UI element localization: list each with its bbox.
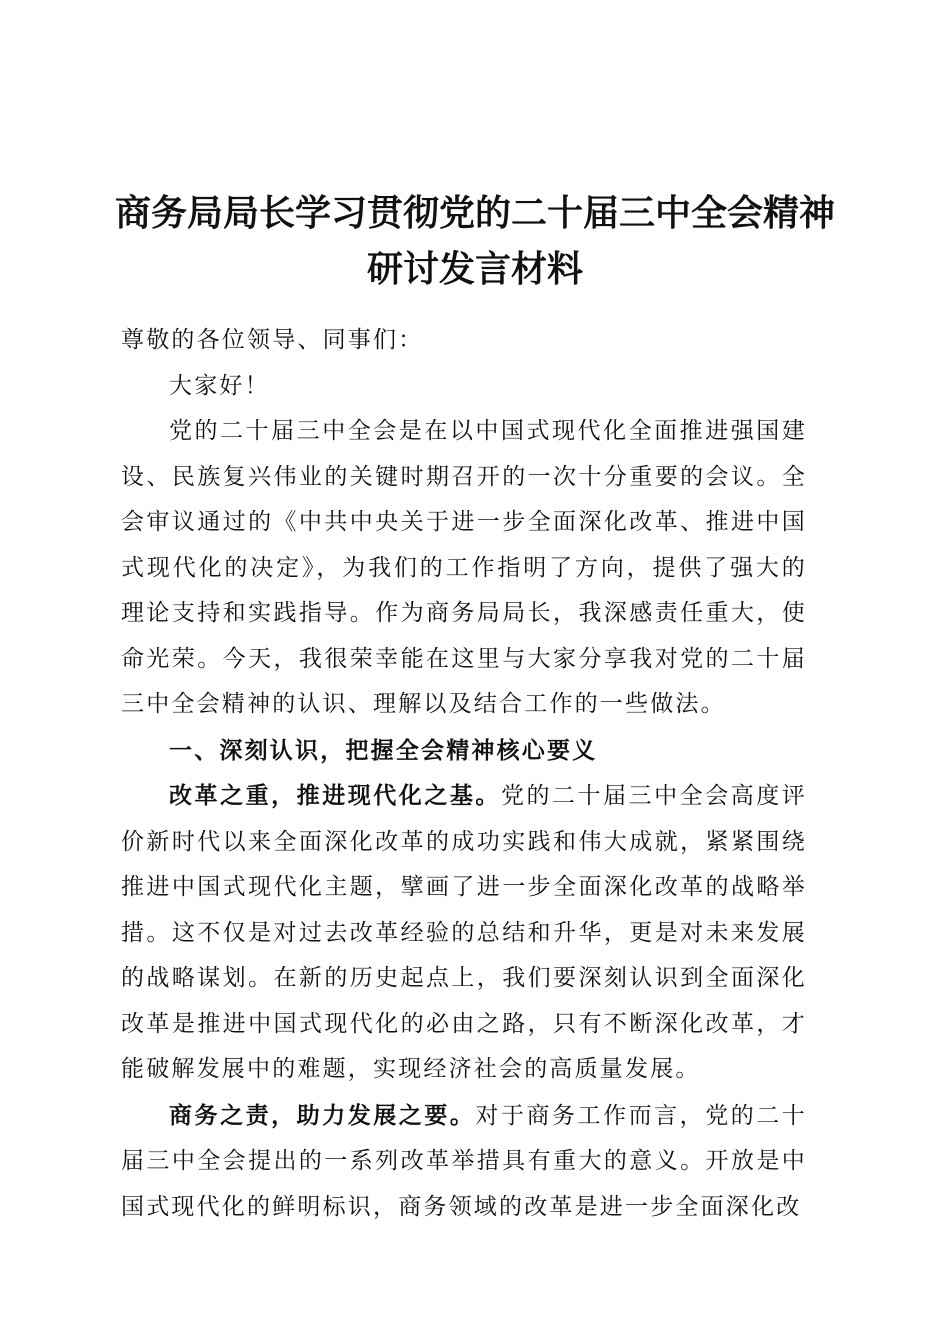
paragraph-body: 党的二十届三中全会高度评价新时代以来全面深化改革的成功实践和伟大成就，紧紧围绕推进中国式现代化主题，擘画了进一步全面深化改革的战略举措。这不仅是对过去改革经验的总结和升华，更是对未来发展的战略谋划。在新的历史起点上，我们要深刻认识到全面深化改革是推进中国式现代化的必由之路，只有不断深化改革，才能破解发展中的难题，实现经济社会的高质量发展。: [121, 783, 807, 1082]
intro-paragraph: 党的二十届三中全会是在以中国式现代化全面推进强国建设、民族复兴伟业的关键时期召开的一次十分重要的会议。全会审议通过的《中共中央关于进一步全面深化改革、推进中国式现代化的决定》，为我们的工作指明了方向，提供了强大的理论支持和实践指导。作为商务局局长，我深感责任重大，使命光荣。今天，我很荣幸能在这里与大家分享我对党的二十届三中全会精神的认识、理解以及结合工作的一些做法。: [121, 418, 807, 717]
paragraph-commerce: [121, 1093, 807, 1231]
paragraph-lead: 改革之重，推进现代化之基。: [169, 782, 501, 809]
document-title: [100, 185, 850, 297]
salutation: 尊敬的各位领导、同事们：: [121, 327, 424, 353]
greeting: 大家好！: [169, 372, 270, 399]
section-heading-1: 一、深刻认识，把握全会精神核心要义: [169, 736, 598, 764]
paragraph-lead: 商务之责，助力发展之要。: [169, 1101, 476, 1129]
title-line-1: 商务局局长学习贯彻党的二十届三中全会精神: [114, 192, 835, 234]
paragraph-body: 对于商务工作而言，党的二十届三中全会提出的一系列改革举措具有重大的意义。开放是中国式现代化的鲜明标识，商务领域的改革是进一步全面深化改: [121, 1102, 807, 1220]
paragraph-reform: [121, 773, 807, 1093]
document-body: [121, 318, 807, 1230]
title-line-2: 研讨发言材料: [366, 248, 583, 290]
